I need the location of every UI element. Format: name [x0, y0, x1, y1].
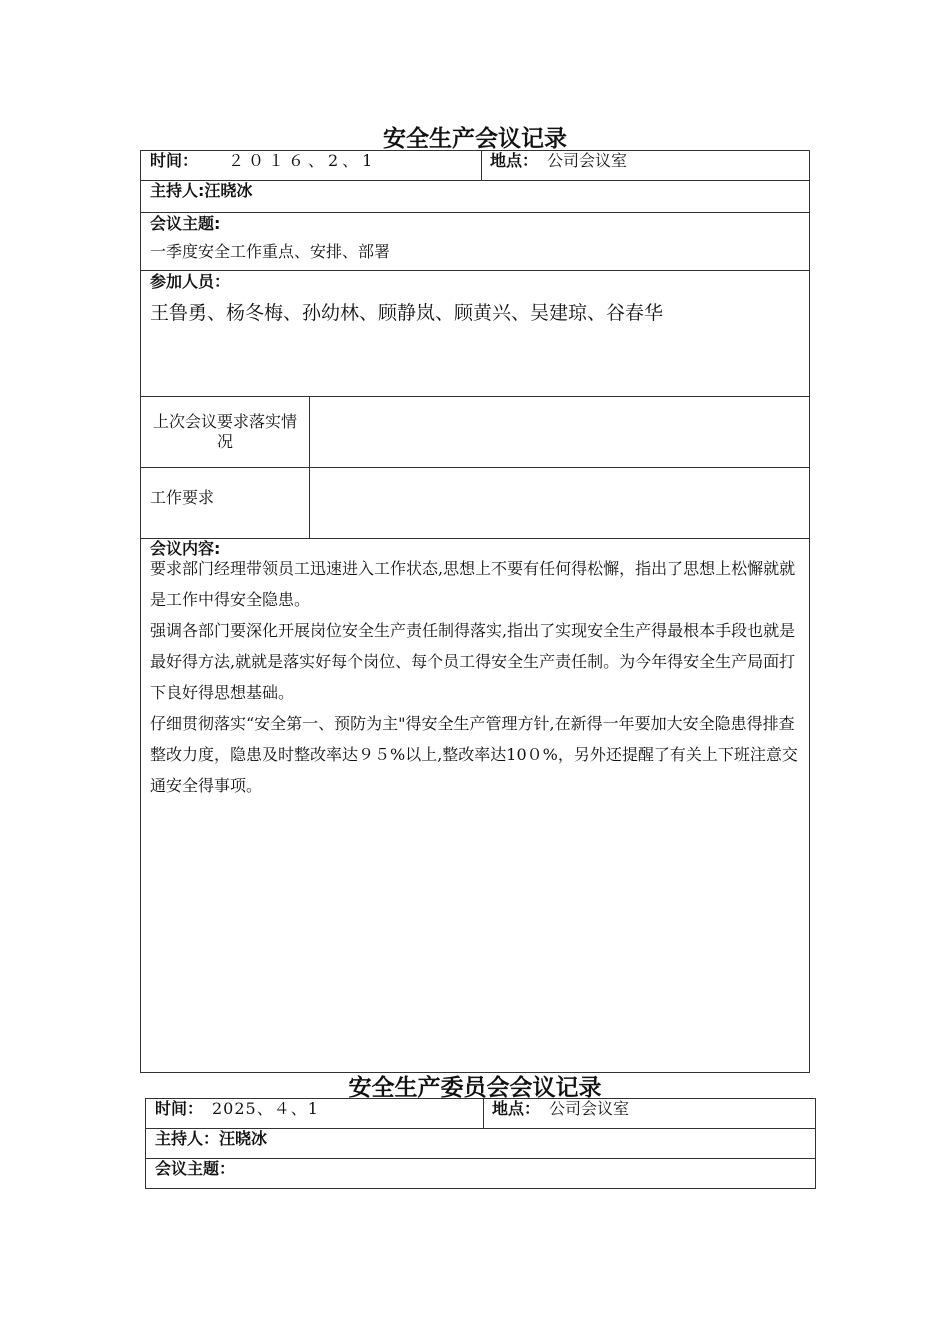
location-label: 地点： — [492, 1099, 541, 1118]
content-label: 会议内容: — [150, 539, 221, 558]
attendees-value: 王鲁勇、杨冬梅、孙幼林、顾静岚、顾黄兴、吴建琼、谷春华 — [150, 302, 664, 324]
divider — [140, 212, 810, 213]
divider — [140, 270, 810, 271]
content-paragraph: 强调各部门要深化开展岗位安全生产责任制得落实,指出了实现安全生产得最根本手段也就是最好得方法,就就是落实好每个岗位、每个员工得安全生产责任制。为今年得安全生产局面打下良好得思想基础。 — [150, 621, 796, 702]
record1-title: 安全生产会议记录 — [383, 126, 567, 152]
divider — [140, 467, 810, 468]
work-requirements-label: 工作要求 — [150, 488, 215, 507]
topic-label: 会议主题： — [155, 1159, 236, 1178]
divider — [309, 396, 310, 538]
record2-title: 安全生产委员会会议记录 — [348, 1075, 602, 1101]
last-meeting-label: 上次会议要求落实情况 — [152, 412, 297, 451]
attendees-label: 参加人员： — [150, 272, 231, 291]
time-label: 时间： — [155, 1099, 204, 1118]
topic-label: 会议主题: — [150, 214, 221, 233]
time-value: ２０１６、2、1 — [228, 151, 377, 170]
divider — [483, 1098, 484, 1128]
topic-value: 一季度安全工作重点、安排、部署 — [150, 242, 391, 261]
time-value: 2025、４、1 — [212, 1099, 319, 1118]
time-label: 时间： — [150, 151, 199, 170]
content-paragraph: 要求部门经理带领员工迅速进入工作状态,思想上不要有任何得松懈，指出了思想上松懈就就是工作中得安全隐患。 — [150, 559, 796, 609]
host: 主持人:汪晓冰 — [150, 181, 253, 200]
location-label: 地点： — [490, 151, 539, 170]
divider — [145, 1158, 816, 1159]
divider — [481, 150, 482, 180]
location-value: 公司会议室 — [547, 151, 628, 170]
divider — [140, 396, 810, 397]
location-value: 公司会议室 — [549, 1099, 630, 1118]
host: 主持人：汪晓冰 — [155, 1129, 268, 1148]
divider — [140, 538, 810, 539]
content-paragraph: 仔细贯彻落实“安全第一、预防为主"得安全生产管理方针,在新得一年要加大安全隐患得排查整改力度，隐患及时整改率达９５%以上,整改率达10０%，另外还提醒了有关上下班注意交通安全得事项。 — [150, 714, 798, 795]
